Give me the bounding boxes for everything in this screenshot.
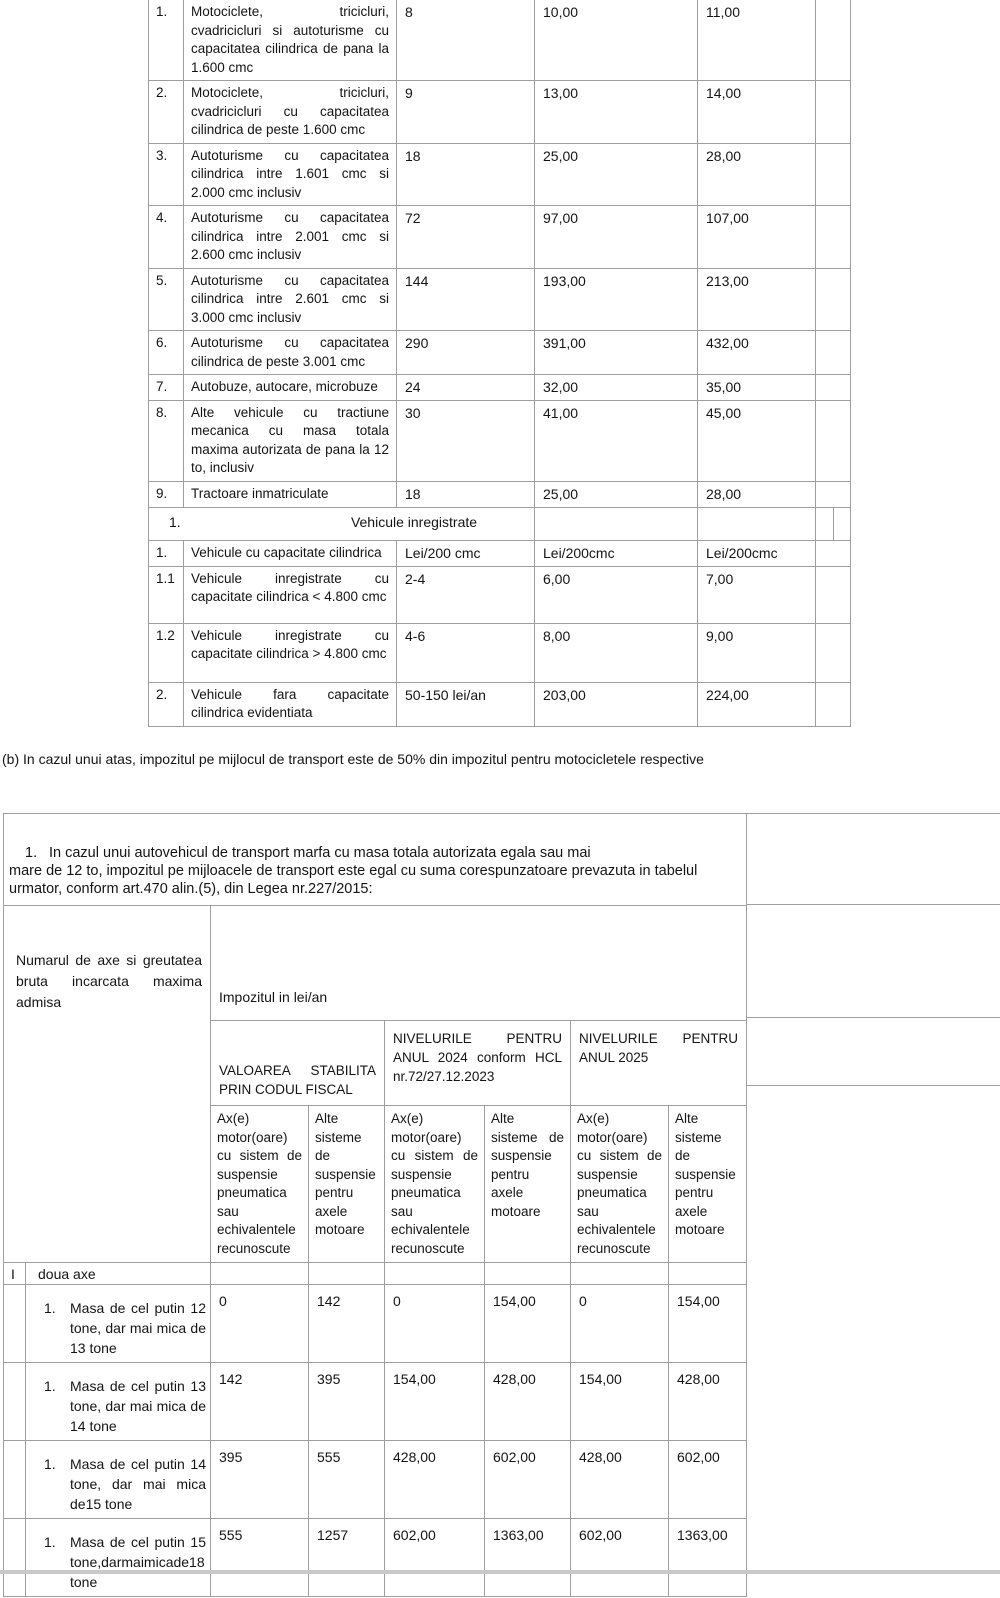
data-row xyxy=(4,1519,747,1597)
value-cell: 154,00 xyxy=(669,1285,747,1363)
intro-paragraph-cell xyxy=(4,814,747,906)
value-cell: 602,00 xyxy=(669,1441,747,1519)
row-number-cell: 1. xyxy=(149,0,184,81)
value-cell: 1363,00 xyxy=(485,1519,571,1597)
row-number-cell: 6. xyxy=(149,331,184,375)
grid-line xyxy=(746,813,1000,814)
empty-cell xyxy=(698,507,816,540)
value-cell: 4-6 xyxy=(397,623,535,682)
empty-cell xyxy=(4,1441,26,1519)
value-cell: 13,00 xyxy=(535,81,698,144)
value-cell: 395 xyxy=(309,1363,385,1441)
group-header-cell xyxy=(149,507,535,540)
other-suspension-header-cell: Alte sisteme de suspensie pentru axele motoare xyxy=(309,1106,385,1263)
table-row xyxy=(149,481,851,507)
axes-header-cell: Numarul de axe si greutatea bruta incarcata maxima admisa xyxy=(4,906,211,1263)
row-number-cell: 9. xyxy=(149,481,184,507)
value-cell: 97,00 xyxy=(535,206,698,269)
table-row xyxy=(149,143,851,206)
page-separator xyxy=(0,1570,1000,1574)
table-row xyxy=(149,566,851,623)
mass-description-text: Masa de cel putin 13 tone, dar mai mica de 14 tone xyxy=(70,1378,206,1434)
empty-cell xyxy=(816,507,834,540)
grid-line xyxy=(746,1085,1000,1086)
value-cell: 9,00 xyxy=(698,623,816,682)
air-suspension-header-cell: Ax(e) motor(oare) cu sistem de suspensie pneumatica sau echivalentele recunoscute xyxy=(571,1106,669,1263)
list-marker: 1. xyxy=(44,1534,56,1550)
mass-description-cell xyxy=(26,1363,211,1441)
table-row xyxy=(149,682,851,726)
value-cell: 428,00 xyxy=(385,1441,485,1519)
value-cell: 428,00 xyxy=(485,1363,571,1441)
table-row xyxy=(149,400,851,481)
row-number-cell: 1. xyxy=(149,540,184,566)
empty-cell xyxy=(816,481,851,507)
value-cell: 555 xyxy=(211,1519,309,1597)
empty-cell xyxy=(816,331,851,375)
row-number-cell: 1.2 xyxy=(149,623,184,682)
air-suspension-header-cell: Ax(e) motor(oare) cu sistem de suspensie pneumatica sau echivalentele recunoscute xyxy=(211,1106,309,1263)
list-marker: 1. xyxy=(44,1456,56,1472)
value-cell: 1257 xyxy=(309,1519,385,1597)
value-cell: 290 xyxy=(397,331,535,375)
intro-row xyxy=(4,814,747,906)
empty-cell xyxy=(4,1285,26,1363)
mass-description-cell xyxy=(26,1285,211,1363)
value-cell: 18 xyxy=(397,143,535,206)
tax-unit-label-cell: Impozitul in lei/an xyxy=(211,906,747,1021)
value-cell: 193,00 xyxy=(535,268,698,331)
value-cell: 45,00 xyxy=(698,400,816,481)
description-cell: Alte vehicule cu tractiune mecanica cu masa totala maxima autorizata de pana la 12 to, inclusiv xyxy=(184,400,397,481)
list-marker: 1. xyxy=(25,845,38,861)
section-index-cell: I xyxy=(4,1263,26,1285)
empty-cell xyxy=(571,1263,669,1285)
row-number-cell: 5. xyxy=(149,268,184,331)
value-cell: 32,00 xyxy=(535,375,698,401)
group-number: 1. xyxy=(169,513,181,530)
description-cell: Autobuze, autocare, microbuze xyxy=(184,375,397,401)
value-cell: 142 xyxy=(211,1363,309,1441)
levels-2024-header-cell: NIVELURILE PENTRU ANUL 2024 conform HCL nr.72/27.12.2023 xyxy=(385,1021,571,1106)
description-cell: Autoturisme cu capacitatea cilindrica intre 2.601 cmc si 3.000 cmc inclusiv xyxy=(184,268,397,331)
empty-cell xyxy=(4,1363,26,1441)
value-cell: 428,00 xyxy=(571,1441,669,1519)
description-cell: Autoturisme cu capacitatea cilindrica de peste 3.001 cmc xyxy=(184,331,397,375)
empty-cell xyxy=(4,1519,26,1597)
value-cell: 28,00 xyxy=(698,481,816,507)
data-row xyxy=(4,1285,747,1363)
value-cell: 25,00 xyxy=(535,481,698,507)
description-cell: Vehicule inregistrate cu capacitate cilindrica > 4.800 cmc xyxy=(184,623,397,682)
empty-cell xyxy=(834,507,851,540)
grid-line xyxy=(746,1017,1000,1018)
value-cell: 2-4 xyxy=(397,566,535,623)
description-cell: Tractoare inmatriculate xyxy=(184,481,397,507)
empty-cell xyxy=(816,400,851,481)
mass-description-text: Masa de cel putin 14 tone, dar mai mica de15 tone xyxy=(70,1456,206,1512)
row-number-cell: 2. xyxy=(149,682,184,726)
table-row xyxy=(149,81,851,144)
value-cell: 41,00 xyxy=(535,400,698,481)
mass-description-cell xyxy=(26,1519,211,1597)
group-header-row xyxy=(149,507,851,540)
list-marker: 1. xyxy=(44,1378,56,1394)
value-cell: 432,00 xyxy=(698,331,816,375)
intro-line-1 xyxy=(9,844,740,862)
empty-cell xyxy=(816,682,851,726)
other-suspension-header-cell: Alte sisteme de suspensie pentru axele motoare xyxy=(485,1106,571,1263)
empty-cell xyxy=(816,566,851,623)
description-cell: Vehicule fara capacitate cilindrica evidentiata xyxy=(184,682,397,726)
value-cell: 144 xyxy=(397,268,535,331)
other-suspension-header-cell: Alte sisteme de suspensie pentru axele motoare xyxy=(669,1106,747,1263)
value-cell: 25,00 xyxy=(535,143,698,206)
section-row xyxy=(4,1263,747,1285)
value-cell: 8,00 xyxy=(535,623,698,682)
empty-cell xyxy=(816,0,851,81)
value-cell: 1363,00 xyxy=(669,1519,747,1597)
table-row xyxy=(149,375,851,401)
data-row xyxy=(4,1441,747,1519)
row-number-cell: 7. xyxy=(149,375,184,401)
row-number-cell: 8. xyxy=(149,400,184,481)
value-cell: 0 xyxy=(211,1285,309,1363)
intro-line-1-text: In cazul unui autovehicul de transport marfa cu masa totala autorizata egala sau mai xyxy=(49,845,591,861)
section-label-cell: doua axe xyxy=(26,1263,211,1285)
value-cell: 30 xyxy=(397,400,535,481)
value-cell: 154,00 xyxy=(385,1363,485,1441)
empty-cell xyxy=(669,1263,747,1285)
mass-description-cell xyxy=(26,1441,211,1519)
value-cell: 35,00 xyxy=(698,375,816,401)
value-cell: 6,00 xyxy=(535,566,698,623)
table-row xyxy=(149,540,851,566)
value-cell: 602,00 xyxy=(571,1519,669,1597)
value-cell: 203,00 xyxy=(535,682,698,726)
empty-cell xyxy=(816,540,851,566)
data-row xyxy=(4,1363,747,1441)
value-cell: 428,00 xyxy=(669,1363,747,1441)
axle-tax-table xyxy=(3,813,747,1597)
table-row xyxy=(149,206,851,269)
table-row xyxy=(149,623,851,682)
description-cell: Autoturisme cu capacitatea cilindrica intre 1.601 cmc si 2.000 cmc inclusiv xyxy=(184,143,397,206)
value-cell: 142 xyxy=(309,1285,385,1363)
description-cell: Vehicule inregistrate cu capacitate cilindrica < 4.800 cmc xyxy=(184,566,397,623)
empty-cell xyxy=(816,623,851,682)
table-row xyxy=(149,268,851,331)
group-label: Vehicule inregistrate xyxy=(350,513,478,530)
empty-cell xyxy=(816,143,851,206)
value-cell: 154,00 xyxy=(485,1285,571,1363)
value-cell: 0 xyxy=(385,1285,485,1363)
table-row xyxy=(149,331,851,375)
value-cell: 395 xyxy=(211,1441,309,1519)
value-cell: 24 xyxy=(397,375,535,401)
description-cell: Autoturisme cu capacitatea cilindrica intre 2.001 cmc si 2.600 cmc inclusiv xyxy=(184,206,397,269)
grid-line xyxy=(746,904,1000,905)
value-cell: 7,00 xyxy=(698,566,816,623)
value-cell: 28,00 xyxy=(698,143,816,206)
vehicle-tax-table xyxy=(148,0,851,727)
description-cell: Motociclete, tricicluri, cvadricicluri si autoturisme cu capacitatea cilindrica de pana la 1.600 cmc xyxy=(184,0,397,81)
value-cell: 224,00 xyxy=(698,682,816,726)
description-cell: Vehicule cu capacitate cilindrica xyxy=(184,540,397,566)
description-cell: Motociclete, tricicluri, cvadricicluri cu capacitatea cilindrica de peste 1.600 cmc xyxy=(184,81,397,144)
value-cell: 154,00 xyxy=(571,1363,669,1441)
value-cell: 50-150 lei/an xyxy=(397,682,535,726)
value-cell: 602,00 xyxy=(385,1519,485,1597)
empty-cell xyxy=(816,81,851,144)
row-number-cell: 4. xyxy=(149,206,184,269)
value-cell: 14,00 xyxy=(698,81,816,144)
value-cell: 18 xyxy=(397,481,535,507)
air-suspension-header-cell: Ax(e) motor(oare) cu sistem de suspensie pneumatica sau echivalentele recunoscute xyxy=(385,1106,485,1263)
mass-description-text: Masa de cel putin 12 tone, dar mai mica de 13 tone xyxy=(70,1300,206,1356)
value-cell: 107,00 xyxy=(698,206,816,269)
intro-rest-text: mare de 12 to, impozitul pe mijloacele de transport este egal cu suma corespunzatoare prevazuta in tabelul urmator, conform art.470 alin.(5), din Legea nr.227/2015: xyxy=(9,863,698,897)
row-number-cell: 2. xyxy=(149,81,184,144)
list-marker: 1. xyxy=(44,1300,56,1316)
value-cell: Lei/200cmc xyxy=(698,540,816,566)
value-cell: 72 xyxy=(397,206,535,269)
header-row-1 xyxy=(4,906,747,1021)
mass-description-text: Masa de cel putin 15 tone,darmaimicade18 tone xyxy=(70,1534,206,1590)
empty-cell xyxy=(309,1263,385,1285)
empty-cell xyxy=(816,268,851,331)
fiscal-code-header-cell: VALOAREA STABILITA PRIN CODUL FISCAL xyxy=(211,1021,385,1106)
value-cell: 11,00 xyxy=(698,0,816,81)
value-cell: 0 xyxy=(571,1285,669,1363)
value-cell: 213,00 xyxy=(698,268,816,331)
empty-cell xyxy=(816,206,851,269)
value-cell: 8 xyxy=(397,0,535,81)
value-cell: Lei/200cmc xyxy=(535,540,698,566)
empty-cell xyxy=(211,1263,309,1285)
value-cell: 602,00 xyxy=(485,1441,571,1519)
row-number-cell: 3. xyxy=(149,143,184,206)
empty-cell xyxy=(816,375,851,401)
empty-cell xyxy=(385,1263,485,1285)
empty-cell xyxy=(485,1263,571,1285)
value-cell: 9 xyxy=(397,81,535,144)
table-row xyxy=(149,0,851,81)
value-cell: Lei/200 cmc xyxy=(397,540,535,566)
value-cell: 555 xyxy=(309,1441,385,1519)
note-atas: (b) In cazul unui atas, impozitul pe mijlocul de transport este de 50% din impozitul pentru motocicletele respective xyxy=(2,751,704,767)
value-cell: 10,00 xyxy=(535,0,698,81)
row-number-cell: 1.1 xyxy=(149,566,184,623)
empty-cell xyxy=(535,507,698,540)
levels-2025-header-cell: NIVELURILE PENTRU ANUL 2025 xyxy=(571,1021,747,1106)
value-cell: 391,00 xyxy=(535,331,698,375)
